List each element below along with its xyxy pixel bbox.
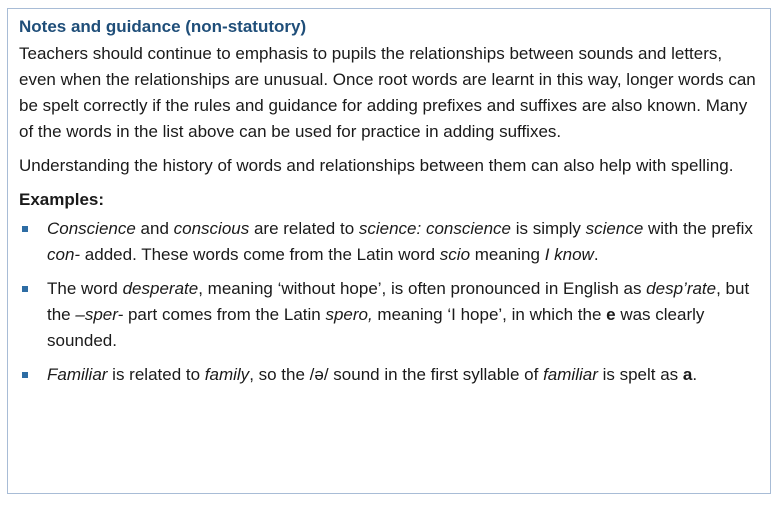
paragraph-history: Understanding the history of words and relationships between them can also help with spelling. xyxy=(19,156,734,175)
example-word: Familiar xyxy=(47,365,108,384)
example-text: with the prefix xyxy=(643,219,753,238)
example-word: conscious xyxy=(173,219,250,238)
example-word: familiar xyxy=(543,365,598,384)
example-text: added. These words come from the Latin word xyxy=(80,245,440,264)
guidance-box xyxy=(7,8,771,494)
example-text: . xyxy=(593,245,599,264)
square-bullet-icon xyxy=(22,226,28,232)
square-bullet-icon xyxy=(22,286,28,292)
example-text: . xyxy=(692,365,698,384)
example-word: scio xyxy=(439,245,471,264)
example-text: was clearly sounded. xyxy=(47,305,705,350)
example-desperate xyxy=(19,276,760,354)
example-text: are related to xyxy=(249,219,359,238)
example-familiar xyxy=(19,362,760,388)
example-text: and xyxy=(135,219,174,238)
section-title: Notes and guidance (non-statutory) xyxy=(19,17,307,36)
examples-list xyxy=(19,216,760,388)
example-word: science xyxy=(585,219,644,238)
example-text: part comes from the Latin xyxy=(123,305,326,324)
example-text: , but the xyxy=(47,279,750,324)
example-word: I know xyxy=(544,245,594,264)
example-text: is spelt as xyxy=(597,365,683,384)
example-word: family xyxy=(204,365,250,384)
example-word: spero, xyxy=(325,305,373,324)
square-bullet-icon xyxy=(22,372,28,378)
example-word: science: conscience xyxy=(358,219,512,238)
example-text: meaning ‘I hope’, in which the xyxy=(372,305,607,324)
example-word: –sper- xyxy=(75,305,124,324)
example-text: is related to xyxy=(107,365,205,384)
paragraph-teachers: Teachers should continue to emphasis to pupils the relationships between sounds and letters, even when the relationships are unusual. Once root words are learnt in this way, longer words can be spelt correctly if the rules and guidance for adding prefixes and suffixes are also known. Many of the words in the list above can be used for practice in adding suffixes. xyxy=(19,44,756,141)
example-word: Conscience xyxy=(47,219,136,238)
example-conscience xyxy=(19,216,760,268)
example-bold-letter: e xyxy=(606,305,616,324)
example-text: meaning xyxy=(470,245,545,264)
example-word: con- xyxy=(47,245,81,264)
examples-heading: Examples: xyxy=(19,190,105,209)
example-word: desp’rate xyxy=(646,279,717,298)
example-text: , so the /ə/ sound in the first syllable of xyxy=(249,365,544,384)
example-bold-letter: a xyxy=(682,365,693,384)
example-word: desperate xyxy=(122,279,199,298)
example-text: is simply xyxy=(511,219,586,238)
example-text: The word xyxy=(47,279,123,298)
example-text: , meaning ‘without hope’, is often pronounced in English as xyxy=(198,279,647,298)
